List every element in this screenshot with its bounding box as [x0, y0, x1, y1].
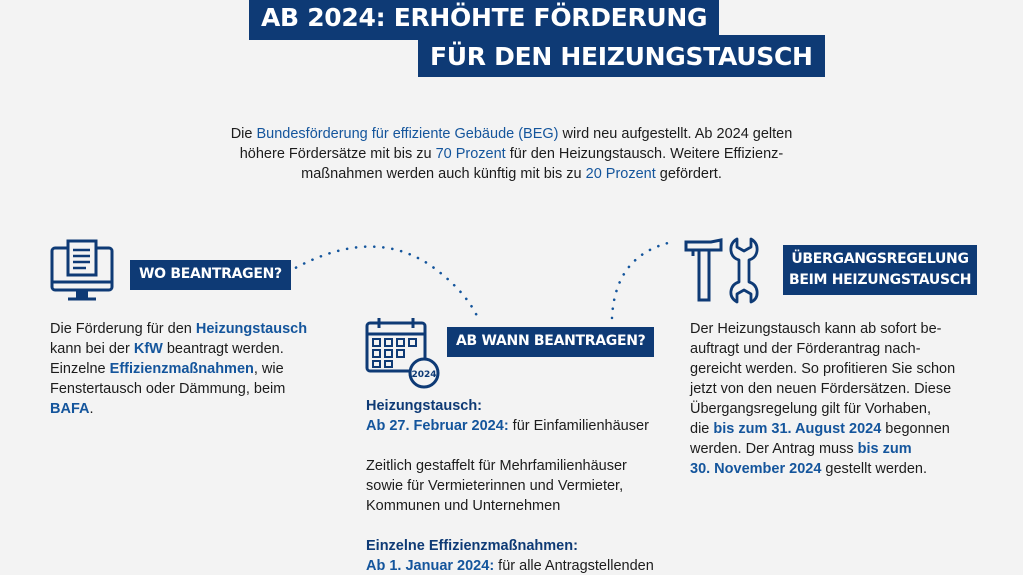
heizungstausch-subheading: Heizungstausch:: [366, 398, 483, 414]
dotted-connector-left: [288, 247, 478, 318]
wo-beantragen-text: [50, 319, 320, 419]
text: Kommunen und Unternehmen: [366, 498, 561, 514]
intro-text: wird neu aufgestellt. Ab 2024 gelten: [558, 126, 793, 142]
text: Die Förderung für den: [50, 321, 196, 337]
intro-20-highlight: 20 Prozent: [585, 166, 656, 182]
text: gereicht werden. So profitieren Sie schon: [690, 361, 956, 377]
date-1-jan-highlight: Ab 1. Januar 2024:: [366, 558, 495, 574]
text: werden. Der Antrag muss: [690, 441, 858, 457]
text: , wie: [253, 361, 284, 377]
intro-text: maßnahmen werden auch künftig mit bis zu: [301, 166, 586, 182]
text: Einzelne: [50, 361, 110, 377]
hammer-icon: [683, 238, 725, 304]
kfw-highlight: KfW: [133, 341, 163, 357]
text: Übergangsregelung gilt für Vorhaben,: [690, 401, 932, 417]
text: begonnen: [881, 421, 950, 437]
uebergangsregelung-text: [690, 319, 980, 479]
ab-wann-beantragen-heading: AB WANN BEANTRAGEN?: [447, 327, 654, 357]
wo-beantragen-heading: WO BEANTRAGEN?: [130, 260, 291, 290]
text: .: [89, 401, 94, 417]
title-line-1: AB 2024: ERHÖHTE FÖRDERUNG: [249, 0, 719, 40]
text: gestellt werden.: [821, 461, 927, 477]
text: beantragt werden.: [162, 341, 284, 357]
intro-text: Die: [230, 126, 257, 142]
text: für alle Antragstellenden: [494, 558, 654, 574]
computer-document-icon: [50, 238, 116, 304]
intro-text: für den Heizungstausch. Weitere Effizienz-: [505, 146, 784, 162]
bis-zum-highlight: bis zum: [857, 441, 912, 457]
effizienzmassnahmen-highlight: Effizienzmaßnahmen: [109, 361, 254, 377]
heizungstausch-highlight: Heizungstausch: [195, 321, 308, 337]
text: sowie für Vermieterinnen und Vermieter,: [366, 478, 624, 494]
uebergangsregelung-heading-line-2: BEIM HEIZUNGSTAUSCH: [789, 272, 972, 288]
calendar-year-label: 2024: [411, 370, 437, 380]
text: kann bei der: [50, 341, 134, 357]
calendar-icon: [365, 317, 441, 389]
text: die: [690, 421, 714, 437]
text: Fenstertausch oder Dämmung, beim: [50, 381, 286, 397]
text: auftragt und der Förderantrag nach-: [690, 341, 921, 357]
text: Der Heizungstausch kann ab sofort be-: [690, 321, 942, 337]
date-27-feb-highlight: Ab 27. Februar 2024:: [366, 418, 509, 434]
date-31-aug-highlight: bis zum 31. August 2024: [713, 421, 882, 437]
effizienzmassnahmen-subheading: Einzelne Effizienzmaßnahmen:: [366, 538, 578, 554]
uebergangsregelung-heading: [783, 245, 977, 295]
date-30-nov-highlight: 30. November 2024: [690, 461, 822, 477]
text: Zeitlich gestaffelt für Mehrfamilienhäuser: [366, 458, 627, 474]
title-line-2: FÜR DEN HEIZUNGSTAUSCH: [418, 35, 825, 77]
intro-text: höhere Fördersätze mit bis zu: [239, 146, 436, 162]
intro-70-highlight: 70 Prozent: [435, 146, 506, 162]
text: jetzt von den neuen Fördersätzen. Diese: [690, 381, 952, 397]
bafa-highlight: BAFA: [50, 401, 90, 417]
text: für Einfamilienhäuser: [508, 418, 649, 434]
intro-text: gefördert.: [655, 166, 722, 182]
ab-wann-beantragen-text: [366, 396, 676, 575]
dotted-connector-right: [612, 242, 672, 318]
wrench-icon: [728, 236, 760, 304]
uebergangsregelung-heading-line-1: ÜBERGANGSREGELUNG: [791, 251, 969, 267]
intro-beg-highlight: Bundesförderung für effiziente Gebäude (BEG): [256, 126, 559, 142]
